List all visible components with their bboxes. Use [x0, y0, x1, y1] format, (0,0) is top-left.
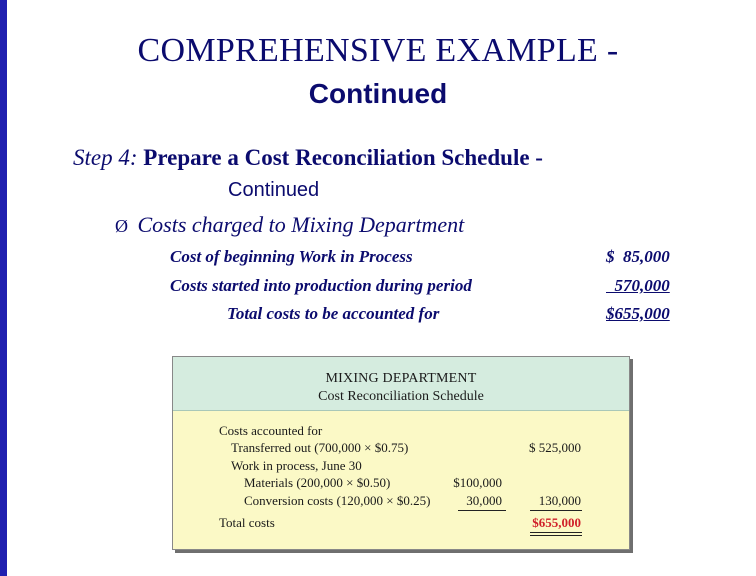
step-heading	[73, 145, 543, 171]
schedule-title-department: MIXING DEPARTMENT	[325, 371, 477, 386]
row-conversion-costs: Conversion costs (120,000 × $0.25)	[244, 493, 431, 508]
step-text: Prepare a Cost Reconciliation Schedule -	[143, 145, 543, 170]
slide-title-line1: COMPREHENSIVE EXAMPLE -	[137, 32, 619, 69]
arrow-bullet-icon: Ø	[115, 216, 128, 236]
total-double-underline-1	[530, 532, 582, 533]
cost-amount-beginning-wip: $ 85,000	[606, 247, 670, 266]
row-costs-accounted-for: Costs accounted for	[219, 423, 323, 438]
subtotal-underline	[458, 510, 506, 511]
bullet-costs-charged	[115, 212, 464, 238]
row-work-in-process: Work in process, June 30	[231, 458, 362, 473]
amount-wip-total: 130,000	[538, 493, 581, 508]
cost-label-started: Costs started into production during period	[170, 276, 472, 295]
row-total-costs: Total costs	[219, 515, 275, 530]
amount-conversion: 30,000	[466, 493, 502, 508]
cost-label-beginning-wip: Cost of beginning Work in Process	[170, 247, 413, 266]
amount-total-costs: $655,000	[532, 515, 581, 530]
amount-materials: $100,000	[453, 475, 502, 490]
cost-amount-started: 570,000	[606, 276, 670, 295]
schedule-header	[173, 357, 629, 411]
total-double-underline-2	[530, 535, 582, 536]
cost-reconciliation-schedule	[172, 356, 630, 550]
row-materials: Materials (200,000 × $0.50)	[244, 475, 391, 490]
bullet-text: Costs charged to Mixing Department	[137, 212, 465, 237]
cost-amount-total: $655,000	[606, 304, 670, 323]
cost-label-total: Total costs to be accounted for	[227, 304, 440, 323]
row-transferred-out: Transferred out (700,000 × $0.75)	[231, 440, 409, 455]
amount-transferred-out: $ 525,000	[529, 440, 581, 455]
slide-title-line2: Continued	[308, 78, 448, 109]
step-continued: Continued	[228, 179, 320, 201]
step-label: Step 4:	[73, 145, 138, 170]
wip-underline	[530, 510, 582, 511]
schedule-title-name: Cost Reconciliation Schedule	[318, 389, 484, 404]
